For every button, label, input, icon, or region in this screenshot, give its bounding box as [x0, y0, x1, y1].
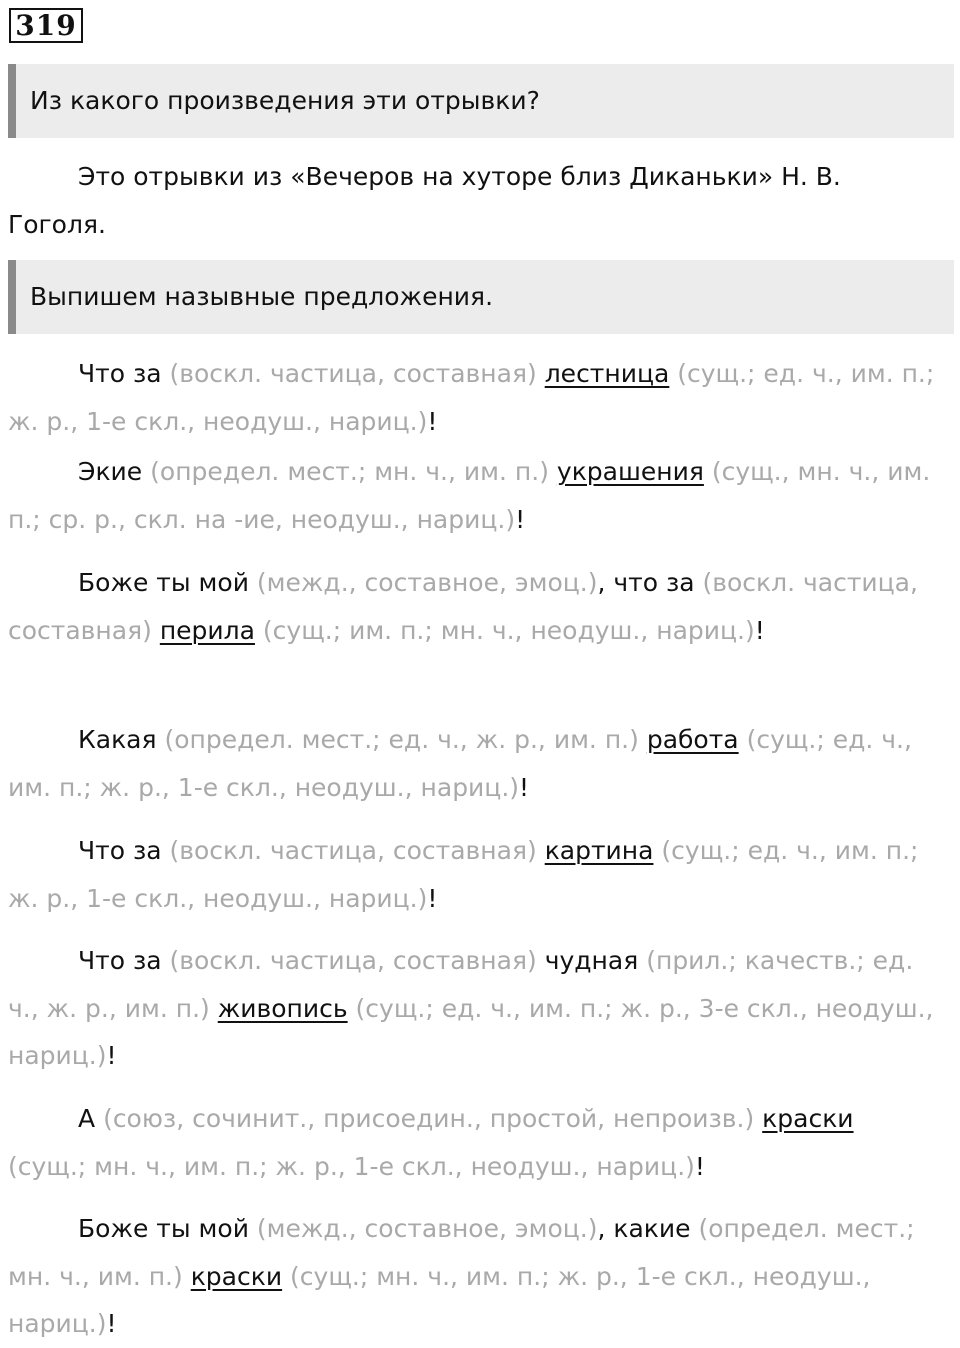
grammar-note: (воскл. частица, составная): [8, 568, 918, 645]
sentence-text: !: [106, 1309, 117, 1338]
sentence-6: [8, 937, 938, 1080]
sentence-7: [8, 1095, 938, 1190]
grammar-note: (межд., составное, эмоц.): [256, 568, 598, 597]
sentence-5: [8, 827, 938, 922]
sentence-text: !: [427, 883, 438, 913]
grammar-note: (межд., составное, эмоц.): [256, 1214, 598, 1243]
sentence-2: [8, 448, 938, 543]
subject-word: лестница: [544, 359, 670, 388]
sentence-text: А: [78, 1104, 104, 1133]
grammar-note: (воскл. частица, составная): [169, 836, 545, 865]
sentence-4: [8, 716, 938, 811]
task-number: 319: [9, 8, 83, 43]
subject-word: украшения: [556, 457, 704, 486]
sentence-text: Какая: [78, 725, 165, 754]
question-2-text: Выпишем назывные предложения.: [30, 282, 494, 311]
sentence-text: !: [515, 504, 526, 534]
sentence-text: !: [519, 772, 530, 802]
sentence-text: Что за: [78, 836, 170, 865]
sentence-text: !: [694, 1151, 705, 1181]
grammar-note: (сущ.; ед. ч., им. п.; ж. р., 1-е скл., неодуш., нариц.): [8, 836, 919, 913]
sentence-text: Экие: [78, 457, 151, 486]
sentence-text: Боже ты мой: [78, 568, 257, 597]
subject-word: работа: [646, 725, 739, 754]
grammar-note: (определ. мест.; мн. ч., им. п.): [150, 457, 557, 486]
sentence-text: !: [754, 615, 765, 645]
subject-word: картина: [544, 836, 654, 865]
sentence-3: [8, 559, 938, 654]
grammar-note: (сущ.; ед. ч., им. п.; ж. р., 1-е скл., неодуш., нариц.): [8, 359, 935, 436]
answer-1: Это отрывки из «Вечеров на хуторе близ Диканьки» Н. В. Гоголя.: [8, 162, 841, 239]
sentence-text: !: [106, 1041, 117, 1070]
grammar-note: (союз, сочинит., присоедин., простой, непроизв.): [103, 1104, 763, 1133]
sentence-text: , какие: [597, 1214, 699, 1243]
subject-word: перила: [159, 615, 255, 645]
sentence-text: Что за: [78, 359, 170, 388]
question-bar-2: [8, 260, 954, 334]
sentence-text: !: [427, 406, 438, 436]
question-1-text: Из какого произведения эти отрывки?: [30, 86, 540, 115]
grammar-note: (сущ.; им. п.; мн. ч., неодуш., нариц.): [254, 615, 755, 645]
grammar-note: (сущ.; мн. ч., им. п.; ж. р., 1-е скл., неодуш., нариц.): [8, 1151, 695, 1181]
sentence-text: , что за: [597, 568, 703, 597]
sentence-8: [8, 1205, 938, 1348]
sentence-text: Боже ты мой: [78, 1214, 257, 1243]
grammar-note: (определ. мест.; мн. ч., им. п.): [8, 1214, 915, 1291]
sentence-text: Что за: [78, 946, 170, 975]
grammar-note: (сущ.; мн. ч., им. п.; ж. р., 1-е скл., неодуш., нариц.): [8, 1261, 871, 1338]
grammar-note: (прил.; качеств.; ед. ч., ж. р., им. п.): [8, 946, 914, 1023]
sentence-1: [8, 350, 938, 445]
grammar-note: (определ. мест.; ед. ч., ж. р., им. п.): [164, 725, 647, 754]
grammar-note: (сущ.; ед. ч., им. п.; ж. р., 1-е скл., неодуш., нариц.): [8, 725, 912, 802]
grammar-note: (сущ., мн. ч., им. п.; ср. р., скл. на -ие, неодуш., нариц.): [8, 457, 931, 534]
sentence-text: чудная: [544, 946, 647, 975]
grammar-note: (воскл. частица, составная): [169, 946, 545, 975]
subject-word: краски: [190, 1261, 283, 1291]
subject-word: живопись: [217, 993, 348, 1023]
subject-word: краски: [762, 1104, 854, 1133]
grammar-note: (воскл. частица, составная): [169, 359, 545, 388]
grammar-note: (сущ.; ед. ч., им. п.; ж. р., 3-е скл., неодуш., нариц.): [8, 993, 934, 1070]
question-bar-1: [8, 64, 954, 138]
